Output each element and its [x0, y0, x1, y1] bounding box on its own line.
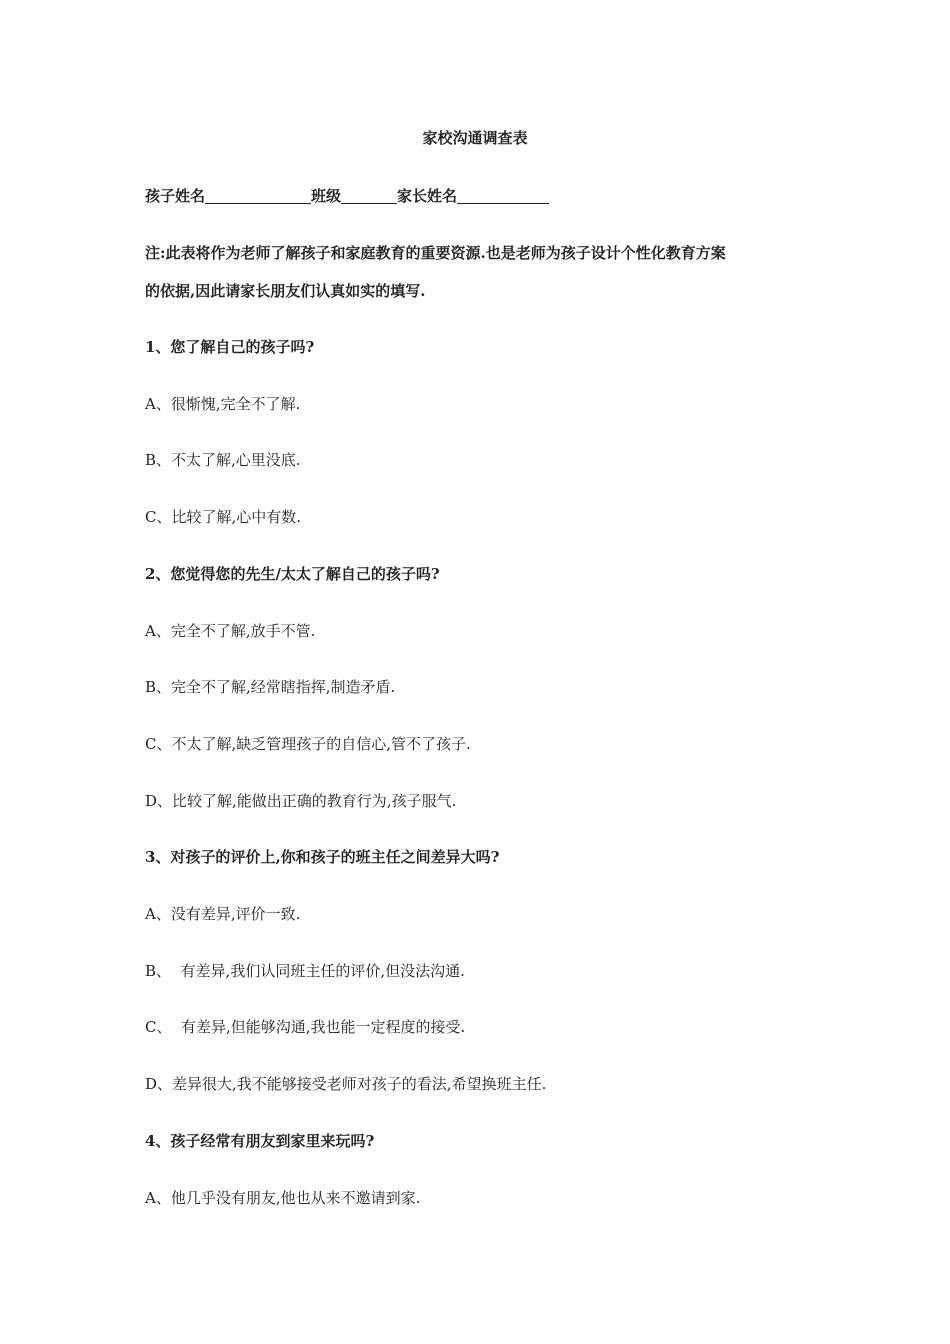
child-name-blank[interactable]	[205, 187, 311, 204]
question-2-option-a: A、完全不了解,放手不管.	[145, 622, 316, 640]
question-1-option-b: B、不太了解,心里没底.	[145, 451, 301, 469]
class-label: 班级	[311, 187, 342, 205]
info-row	[145, 186, 549, 206]
survey-title: 家校沟通调查表	[422, 129, 528, 147]
parent-name-blank[interactable]	[457, 187, 549, 204]
note-line-2: 的依据,因此请家长朋友们认真如实的填写.	[145, 282, 426, 300]
child-name-label: 孩子姓名	[145, 187, 206, 205]
class-blank[interactable]	[341, 187, 397, 204]
question-3-option-c: C、 有差异,但能够沟通,我也能一定程度的接受.	[145, 1018, 466, 1036]
question-2: 2、您觉得您的先生/太太了解自己的孩子吗?	[145, 565, 440, 583]
question-3-option-d: D、差异很大,我不能够接受老师对孩子的看法,希望换班主任.	[145, 1075, 547, 1093]
question-3-option-b: B、 有差异,我们认同班主任的评价,但没法沟通.	[145, 962, 465, 980]
question-2-option-b: B、完全不了解,经常瞎指挥,制造矛盾.	[145, 678, 396, 696]
question-2-option-d: D、比较了解,能做出正确的教育行为,孩子服气.	[145, 792, 457, 810]
question-4-option-a: A、他几乎没有朋友,他也从来不邀请到家.	[145, 1189, 421, 1207]
parent-name-label: 家长姓名	[397, 187, 458, 205]
question-1-option-c: C、比较了解,心中有数.	[145, 508, 302, 526]
note-line-1: 注:此表将作为老师了解孩子和家庭教育的重要资源.也是老师为孩子设计个性化教育方案	[145, 244, 726, 262]
question-4: 4、孩子经常有朋友到家里来玩吗?	[145, 1132, 375, 1150]
question-1-option-a: A、很惭愧,完全不了解.	[145, 395, 301, 413]
question-3: 3、对孩子的评价上,你和孩子的班主任之间差异大吗?	[145, 848, 500, 866]
question-1: 1、您了解自己的孩子吗?	[145, 338, 315, 356]
question-2-option-c: C、不太了解,缺乏管理孩子的自信心,管不了孩子.	[145, 735, 471, 753]
question-3-option-a: A、没有差异,评价一致.	[145, 905, 301, 923]
